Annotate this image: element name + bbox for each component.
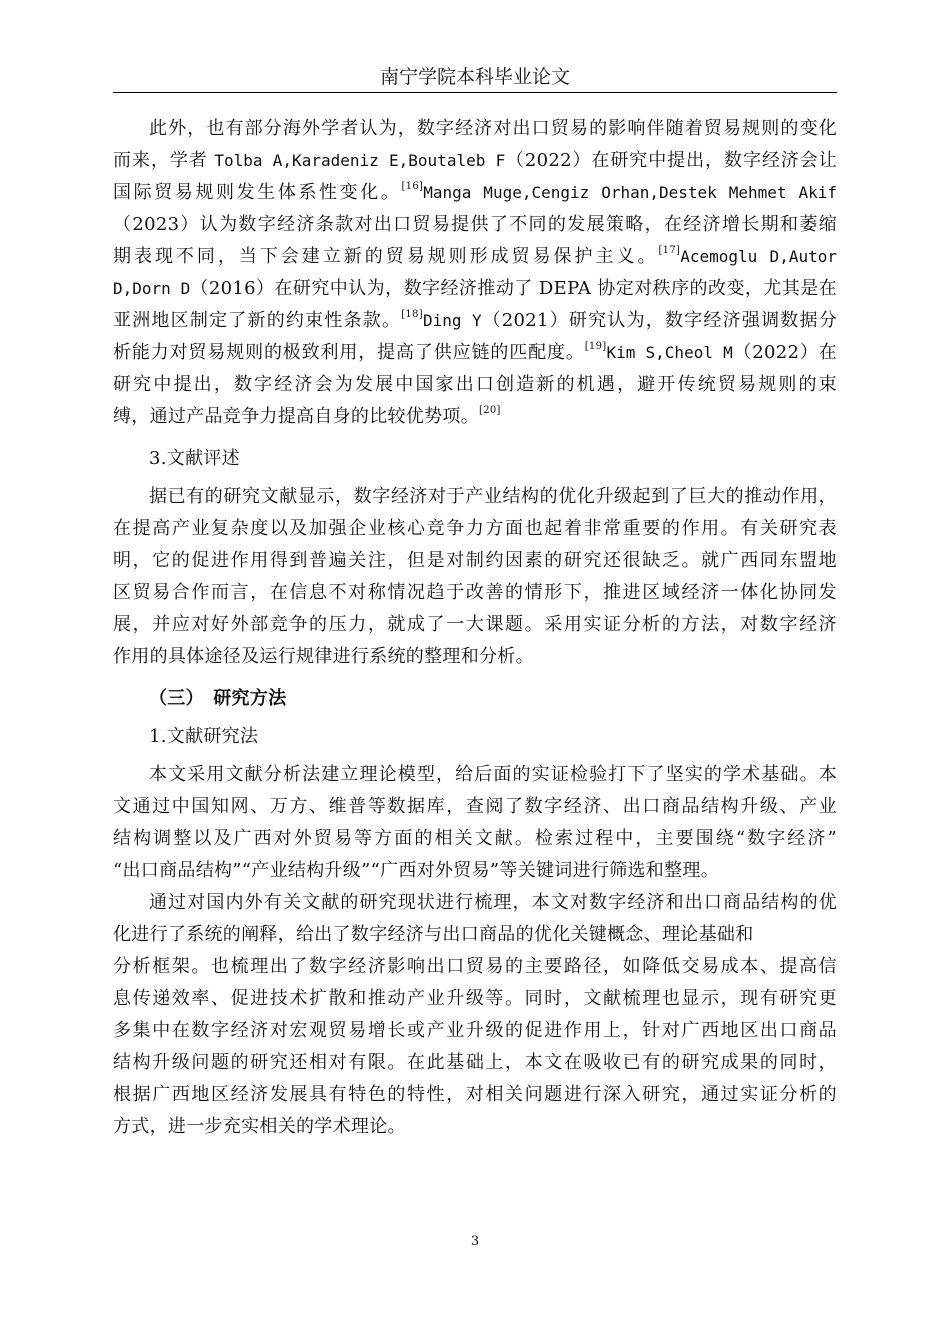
text-line: 析能力对贸易规则的极致利用，提高了供应链的匹配度。[19]Kim S,Cheol M（2022）在 (113, 341, 837, 363)
text-line: 本文采用文献分析法建立理论模型，给后面的实证检验打下了坚实的学术基础。本 (149, 764, 837, 785)
page-header-title: 南宁学院本科毕业论文 (379, 66, 570, 88)
text-line: 此外，也有部分海外学者认为，数字经济对出口贸易的影响伴随着贸易规则的变化 (149, 118, 837, 139)
text-line: 明，它的促进作用得到普遍关注，但是对制约因素的研究还很缺乏。就广西同东盟地 (113, 550, 837, 571)
text-line: 期表现不同，当下会建立新的贸易规则形成贸易保护主义。[17]Acemoglu D,Autor (113, 245, 837, 267)
text-line: 结构调整以及广西对外贸易等方面的相关文献。检索过程中，主要围绕“数字经济” (113, 828, 837, 849)
text-line: 区贸易合作而言，在信息不对称情况趋于改善的情形下，推进区域经济一体化协同发 (113, 582, 837, 603)
text-line: “出口商品结构”“产业结构升级”“广西对外贸易”等关键词进行筛选和整理。 (113, 860, 720, 881)
page-number: 3 (470, 1234, 480, 1249)
text-line: 缚，通过产品竞争力提高自身的比较优势项。[20] (113, 405, 501, 427)
paragraph-literature-overseas (113, 113, 837, 433)
author-citation: Kim S,Cheol M (606, 343, 733, 362)
text-line: 展，并应对好外部竞争的压力，就成了一大课题。采用实证分析的方法，对数字经济 (113, 614, 837, 635)
text-line: 分析框架。也梳理出了数字经济影响出口贸易的主要路径，如降低交易成本、提高信 (113, 956, 837, 977)
text-line: 息传递效率、促进技术扩散和推动产业升级等。同时，文献梳理也显示，现有研究更 (113, 988, 837, 1009)
header-rule (113, 92, 837, 93)
reference-marker: [17] (658, 245, 681, 256)
author-citation: D,Dorn D (113, 279, 191, 298)
text-line: （2023）认为数字经济条款对出口贸易提供了不同的发展策略，在经济增长期和萎缩 (113, 214, 837, 235)
author-citation: Ding Y (422, 311, 482, 330)
paragraph-method-summary (113, 887, 837, 1143)
author-citation: Acemoglu D,Autor (680, 247, 837, 266)
reference-marker: [16] (401, 181, 424, 192)
text-line: 文通过中国知网、万方、维普等数据库，查阅了数字经济、出口商品结构升级、产业 (113, 796, 837, 817)
text-line: 通过对国内外有关文献的研究现状进行梳理，本文对数字经济和出口商品结构的优 (149, 892, 837, 913)
text-line: 而来，学者 Tolba A,Karadeniz E,Boutaleb F（2022）在研究中提出，数字经济会让 (113, 150, 837, 171)
text-line: D,Dorn D（2016）在研究中认为，数字经济推动了 DEPA 协定对秩序的改变，尤其是在 (113, 278, 837, 299)
text-line: 化进行了系统的阐释，给出了数字经济与出口商品的优化关键概念、理论基础和 (113, 924, 754, 945)
paragraph-literature-review (113, 481, 837, 673)
text-line: 亚洲地区制定了新的约束性条款。[18]Ding Y（2021）研究认为，数字经济强调数据分 (113, 309, 838, 331)
text-line: 国际贸易规则发生体系性变化。[16]Manga Muge,Cengiz Orhan,Destek Mehmet Akif (113, 181, 837, 203)
text-line: 在提高产业复杂度以及加强企业核心竞争力方面也起着非常重要的作用。有关研究表 (113, 518, 837, 539)
section-title-literature-review: 3.文献评述 (149, 448, 240, 469)
text-line: 多集中在数字经济对宏观贸易增长或产业升级的促进作用上，针对广西地区出口商品 (113, 1020, 837, 1041)
text-line: 根据广西地区经济发展具有特色的特性，对相关问题进行深入研究，通过实证分析的 (113, 1084, 837, 1105)
section-title-research-methods: （三） 研究方法 (149, 688, 287, 709)
reference-marker: [20] (479, 405, 501, 416)
author-citation: Manga Muge,Cengiz Orhan,Destek Mehmet Akif (423, 183, 837, 202)
document-body (113, 113, 837, 1143)
text-line: 结构升级问题的研究还相对有限。在此基础上，本文在吸收已有的研究成果的同时， (113, 1052, 837, 1073)
subsection-title-literature-method: 1.文献研究法 (149, 726, 259, 747)
reference-marker: [19] (584, 341, 607, 352)
text-line: 方式，进一步充实相关的学术理论。 (113, 1116, 406, 1137)
paragraph-method-description (113, 759, 837, 887)
reference-marker: [18] (401, 309, 423, 320)
text-line: 研究中提出，数字经济会为发展中国家出口创造新的机遇，避开传统贸易规则的束 (113, 374, 837, 395)
text-line: 据已有的研究文献显示，数字经济对于产业结构的优化升级起到了巨大的推动作用， (149, 486, 837, 507)
text-line: 作用的具体途径及运行规律进行系统的整理和分析。 (113, 646, 534, 667)
author-citation: Tolba A,Karadeniz E,Boutaleb F (214, 151, 506, 170)
